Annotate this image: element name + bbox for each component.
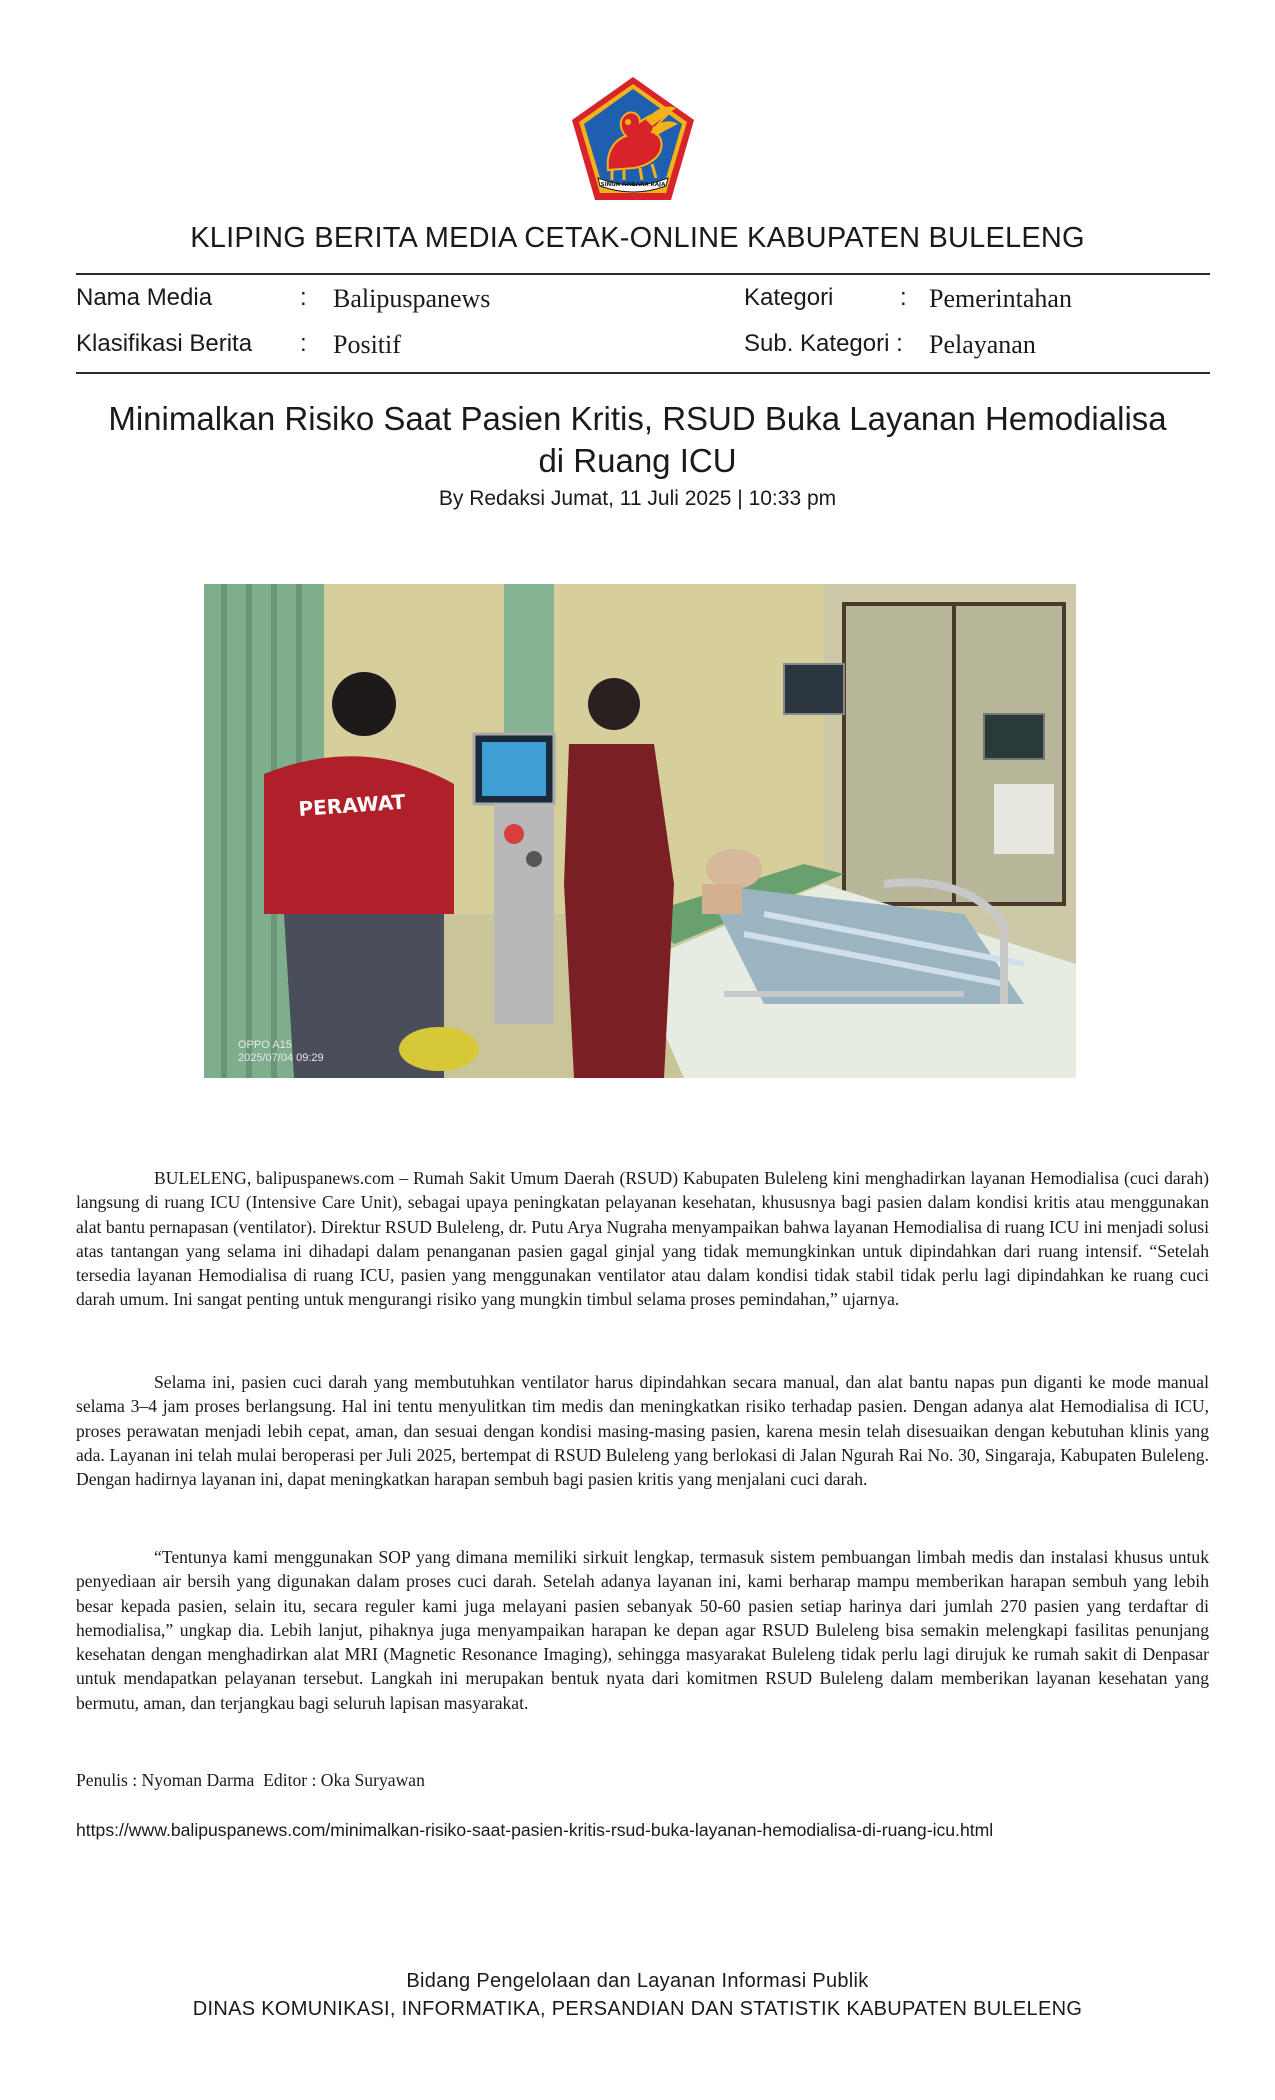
photo-stamp-date: 2025/07/04 09:29 (238, 1052, 324, 1064)
media-colon: : (300, 284, 307, 311)
kategori-label: Kategori (744, 284, 834, 311)
article-paragraph: “Tentunya kami menggunakan SOP yang dimana memiliki sirkuit lengkap, termasuk sistem pembuangan limbah medis dan instalasi khusus untuk penyediaan air bersih yang digunakan dalam proses cuci darah. Setelah adanya layanan ini, kami berharap mampu memberikan harapan sembuh yang lebih besar kepada pasien, selain itu, secara reguler kami juga melayani pasien sebanyak 50-60 pasien setiap harinya dari jumlah 270 pasien yang terdaftar di hemodialisa,” ungkap dia. Lebih lanjut, pihaknya juga menyampaikan harapan ke depan agar RSUD Buleleng bisa semakin melengkapi fasilitas penunjang kesehatan dengan menghadirkan alat MRI (Magnetic Resonance Imaging), sehingga masyarakat Buleleng tidak perlu lagi dirujuk ke rumah sakit di Denpasar untuk mendapatkan pelayanan tersebut. Langkah ini merupakan bentuk nyata dari komitmen RSUD Buleleng dalam memberikan layanan kesehatan yang bermutu, aman, dan terjangkau bagi seluruh lapisan masyarakat. (76, 1547, 1209, 1713)
document-title: KLIPING BERITA MEDIA CETAK-ONLINE KABUPATEN BULELENG (190, 222, 1085, 254)
klasifikasi-value: Positif (333, 330, 401, 359)
buleleng-emblem-logo (568, 74, 698, 204)
subkategori-label: Sub. Kategori : (744, 330, 903, 357)
bottom-divider (76, 372, 1210, 374)
article-byline: By Redaksi Jumat, 11 Juli 2025 | 10:33 pm (438, 487, 837, 510)
kategori-value: Pemerintahan (929, 284, 1072, 313)
subkategori-value: Pelayanan (929, 330, 1036, 359)
article-paragraph: BULELENG, balipuspanews.com – Rumah Sakit Umum Daerah (RSUD) Kabupaten Buleleng kini menghadirkan layanan Hemodialisa (cuci darah) langsung di ruang ICU (Intensive Care Unit), sebagai upaya peningkatan pelayanan kesehatan, khususnya bagi pasien dalam kondisi kritis atau menggunakan alat bantu pernapasan (ventilator). Direktur RSUD Buleleng, dr. Putu Arya Nugraha menyampaikan bahwa layanan Hemodialisa di ruang ICU ini menjadi solusi atas tantangan yang selama ini dihadapi dalam penanganan pasien gagal ginjal yang tidak memungkinkan untuk dipindahkan dari ruang intensif. “Setelah tersedia layanan Hemodialisa di ruang ICU, pasien yang menggunakan ventilator atau dalam kondisi tidak stabil tidak perlu lagi dipindahkan ke ruang cuci darah umum. Ini sangat penting untuk mengurangi risiko yang mungkin timbul selama proses pemindahan,” ujarnya. (76, 1168, 1209, 1310)
top-divider (76, 273, 1210, 275)
kategori-colon: : (900, 284, 907, 311)
photo-timestamp (238, 1039, 324, 1065)
media-label: Nama Media (76, 284, 213, 311)
headline-line-2: di Ruang ICU (538, 442, 737, 479)
photo-vest-text: PERAWAT (297, 789, 407, 821)
emblem-motto-text: SINGA AMBARA RAJA (600, 182, 666, 188)
klasifikasi-colon: : (300, 330, 307, 357)
article-credits: Penulis : Nyoman Darma Editor : Oka Suryawan (76, 1770, 425, 1790)
klasifikasi-label: Klasifikasi Berita (76, 330, 253, 357)
footer-agency: DINAS KOMUNIKASI, INFORMATIKA, PERSANDIAN DAN STATISTIK KABUPATEN BULELENG (192, 1998, 1083, 2020)
headline-line-1: Minimalkan Risiko Saat Pasien Kritis, RSUD Buka Layanan Hemodialisa (108, 400, 1167, 437)
article-source-url: https://www.balipuspanews.com/minimalkan-risiko-saat-pasien-kritis-rsud-buka-layanan-hemodialisa-di-ruang-icu.html (76, 1820, 994, 1840)
photo-stamp-device: OPPO A15 (238, 1039, 292, 1051)
article-photo (204, 584, 1076, 1078)
footer-division: Bidang Pengelolaan dan Layanan Informasi Publik (406, 1970, 869, 1992)
media-value: Balipuspanews (333, 284, 491, 313)
article-paragraph: Selama ini, pasien cuci darah yang membutuhkan ventilator harus dipindahkan secara manual, dan alat bantu napas pun diganti ke mode manual selama 3–4 jam proses berlangsung. Hal ini tentu menyulitkan tim medis dan meningkatkan risiko terhadap pasien. Dengan adanya alat Hemodialisa di ICU, proses perawatan menjadi lebih cepat, aman, dan sesuai dengan kondisi masing-masing pasien, karena mesin telah disesuaikan dengan kebutuhan klinis yang ada. Layanan ini telah mulai beroperasi per Juli 2025, bertempat di RSUD Buleleng yang berlokasi di Jalan Ngurah Rai No. 30, Singaraja, Kabupaten Buleleng. Dengan hadirnya layanan ini, dapat meningkatkan harapan sembuh bagi pasien kritis yang menjalani cuci darah. (76, 1372, 1209, 1490)
article-headline (80, 398, 1195, 482)
